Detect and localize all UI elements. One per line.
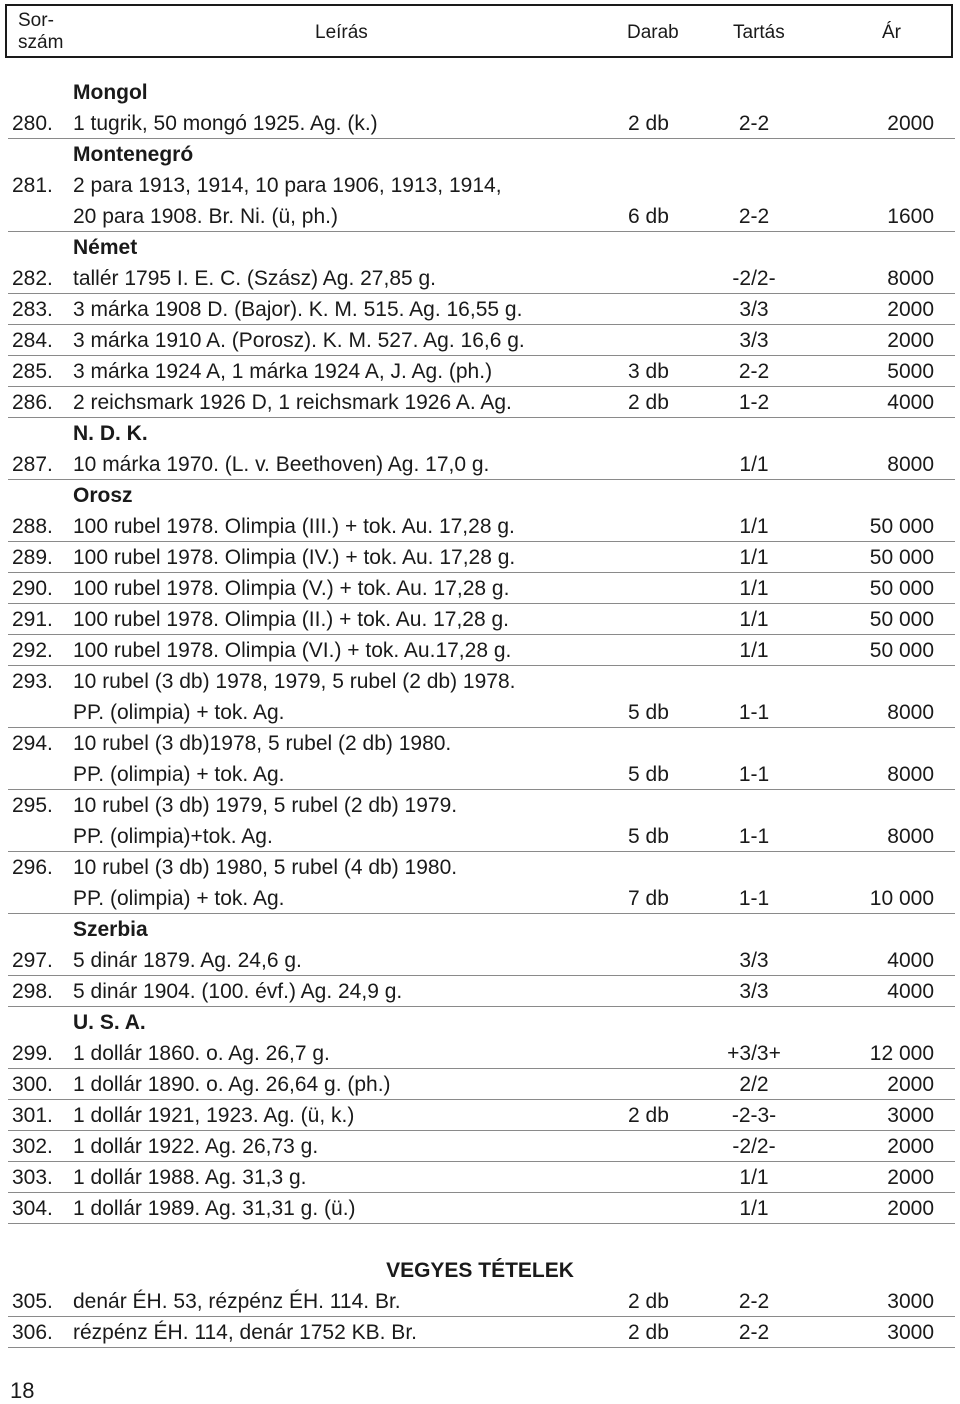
item-price: 5000 bbox=[887, 360, 934, 383]
item-price: 2000 bbox=[887, 329, 934, 352]
item-description: 1 dollár 1890. o. Ag. 26,64 g. (ph.) bbox=[73, 1073, 391, 1096]
item-grade: 3/3 bbox=[739, 298, 769, 321]
section-heading: Szerbia bbox=[73, 918, 148, 941]
table-row bbox=[0, 1131, 960, 1162]
item-description: 5 dinár 1904. (100. évf.) Ag. 24,9 g. bbox=[73, 980, 403, 1003]
table-row bbox=[0, 1162, 960, 1193]
table-row bbox=[0, 821, 960, 852]
section-heading-row bbox=[0, 1007, 960, 1038]
item-quantity: 2 db bbox=[628, 1290, 669, 1313]
table-row bbox=[0, 325, 960, 356]
header-number-line2: szám bbox=[18, 32, 64, 53]
item-description: 2 reichsmark 1926 D, 1 reichsmark 1926 A. Ag. bbox=[73, 391, 512, 414]
item-grade: 1/1 bbox=[739, 515, 769, 538]
lot-number: 294. bbox=[12, 732, 53, 755]
lot-number: 303. bbox=[12, 1166, 53, 1189]
item-grade: 2-2 bbox=[738, 112, 770, 135]
lot-number: 284. bbox=[12, 329, 53, 352]
section-heading: Montenegró bbox=[73, 143, 194, 166]
item-quantity: 5 db bbox=[628, 701, 669, 724]
lot-number: 288. bbox=[12, 515, 53, 538]
item-price: 2000 bbox=[887, 1197, 934, 1220]
table-row bbox=[0, 945, 960, 976]
header-description: Leírás bbox=[315, 22, 368, 43]
lot-number: 305. bbox=[12, 1290, 53, 1313]
lot-number: 302. bbox=[12, 1135, 53, 1158]
item-price: 8000 bbox=[887, 453, 934, 476]
lot-number: 304. bbox=[12, 1197, 53, 1220]
page-number: 18 bbox=[10, 1378, 35, 1403]
item-grade: 1/1 bbox=[739, 608, 769, 631]
item-price: 2000 bbox=[887, 1135, 934, 1158]
item-description: 2 para 1913, 1914, 10 para 1906, 1913, 1914, bbox=[73, 174, 502, 197]
header-number-line1: Sor- bbox=[18, 10, 54, 31]
table-row bbox=[0, 1286, 960, 1317]
item-grade: 1/1 bbox=[739, 1166, 769, 1189]
lot-number: 300. bbox=[12, 1073, 53, 1096]
item-price: 2000 bbox=[887, 298, 934, 321]
item-price: 3000 bbox=[887, 1290, 934, 1313]
item-price: 50 000 bbox=[869, 577, 934, 600]
item-price: 12 000 bbox=[869, 1042, 934, 1065]
item-description: 100 rubel 1978. Olimpia (V.) + tok. Au. 17,28 g. bbox=[73, 577, 510, 600]
item-price: 3000 bbox=[887, 1321, 934, 1344]
item-description: 5 dinár 1879. Ag. 24,6 g. bbox=[73, 949, 302, 972]
item-price: 2000 bbox=[887, 112, 934, 135]
item-description: PP. (olimpia) + tok. Ag. bbox=[73, 763, 285, 786]
item-grade: 1-1 bbox=[738, 763, 770, 786]
item-price: 8000 bbox=[887, 267, 934, 290]
lot-number: 289. bbox=[12, 546, 53, 569]
item-grade: 1-2 bbox=[738, 391, 770, 414]
section-heading-row bbox=[0, 914, 960, 945]
table-row bbox=[0, 449, 960, 480]
table-row bbox=[0, 294, 960, 325]
table-row bbox=[0, 976, 960, 1007]
item-description: 100 rubel 1978. Olimpia (II.) + tok. Au. 17,28 g. bbox=[73, 608, 510, 631]
item-price: 4000 bbox=[887, 391, 934, 414]
header-price: Ár bbox=[882, 22, 901, 43]
item-grade: 1-1 bbox=[738, 887, 770, 910]
lot-number: 286. bbox=[12, 391, 53, 414]
item-price: 2000 bbox=[887, 1166, 934, 1189]
section-heading: N. D. K. bbox=[73, 422, 148, 445]
table-row bbox=[0, 263, 960, 294]
item-price: 50 000 bbox=[869, 515, 934, 538]
table-row bbox=[0, 728, 960, 759]
item-price: 4000 bbox=[887, 980, 934, 1003]
table-row bbox=[0, 852, 960, 883]
table-row bbox=[0, 635, 960, 666]
lot-number: 287. bbox=[12, 453, 53, 476]
catalog-table bbox=[0, 77, 960, 1348]
section-heading-row bbox=[0, 139, 960, 170]
item-grade: -2/2- bbox=[732, 1135, 776, 1158]
table-row bbox=[0, 387, 960, 418]
section-heading-row bbox=[0, 232, 960, 263]
item-description: PP. (olimpia) + tok. Ag. bbox=[73, 701, 285, 724]
table-row bbox=[0, 883, 960, 914]
item-description: 1 dollár 1988. Ag. 31,3 g. bbox=[73, 1166, 307, 1189]
item-price: 50 000 bbox=[869, 608, 934, 631]
item-grade: 3/3 bbox=[739, 329, 769, 352]
item-price: 8000 bbox=[887, 825, 934, 848]
item-grade: 3/3 bbox=[739, 949, 769, 972]
item-quantity: 3 db bbox=[628, 360, 669, 383]
item-grade: 1/1 bbox=[739, 577, 769, 600]
item-description: 100 rubel 1978. Olimpia (VI.) + tok. Au.17,28 g. bbox=[73, 639, 512, 662]
item-quantity: 2 db bbox=[628, 391, 669, 414]
item-grade: -2/2- bbox=[732, 267, 776, 290]
item-grade: -2-3- bbox=[731, 1104, 777, 1127]
table-header bbox=[5, 4, 953, 58]
item-price: 50 000 bbox=[869, 546, 934, 569]
item-description: 1 dollár 1989. Ag. 31,31 g. (ü.) bbox=[73, 1197, 356, 1220]
item-grade: 2-2 bbox=[738, 1321, 770, 1344]
table-row bbox=[0, 790, 960, 821]
item-quantity: 2 db bbox=[628, 1104, 669, 1127]
table-row bbox=[0, 1038, 960, 1069]
item-quantity: 5 db bbox=[628, 825, 669, 848]
item-price: 50 000 bbox=[869, 639, 934, 662]
section-heading-row bbox=[0, 77, 960, 108]
item-description: 10 rubel (3 db) 1978, 1979, 5 rubel (2 db) 1978. bbox=[73, 670, 516, 693]
lot-number: 285. bbox=[12, 360, 53, 383]
item-description: rézpénz ÉH. 114, denár 1752 KB. Br. bbox=[73, 1321, 417, 1344]
item-grade: +3/3+ bbox=[727, 1042, 781, 1065]
item-description: denár ÉH. 53, rézpénz ÉH. 114. Br. bbox=[73, 1290, 401, 1313]
item-quantity: 5 db bbox=[628, 763, 669, 786]
group-heading-row bbox=[0, 1255, 960, 1286]
item-description: 1 dollár 1860. o. Ag. 26,7 g. bbox=[73, 1042, 330, 1065]
lot-number: 296. bbox=[12, 856, 53, 879]
section-heading: Orosz bbox=[73, 484, 133, 507]
item-grade: 1/1 bbox=[739, 639, 769, 662]
section-heading: Mongol bbox=[73, 81, 148, 104]
item-price: 1600 bbox=[887, 205, 934, 228]
item-description: 100 rubel 1978. Olimpia (III.) + tok. Au. 17,28 g. bbox=[73, 515, 515, 538]
item-grade: 2-2 bbox=[738, 205, 770, 228]
table-row bbox=[0, 201, 960, 232]
lot-number: 299. bbox=[12, 1042, 53, 1065]
item-description: 1 dollár 1921, 1923. Ag. (ü, k.) bbox=[73, 1104, 355, 1127]
item-description: 20 para 1908. Br. Ni. (ü, ph.) bbox=[73, 205, 338, 228]
item-price: 8000 bbox=[887, 701, 934, 724]
spacer-row bbox=[0, 1224, 960, 1255]
table-row bbox=[0, 1069, 960, 1100]
section-heading-row bbox=[0, 418, 960, 449]
item-price: 8000 bbox=[887, 763, 934, 786]
item-description: PP. (olimpia) + tok. Ag. bbox=[73, 887, 285, 910]
lot-number: 281. bbox=[12, 174, 53, 197]
item-description: 3 márka 1908 D. (Bajor). K. M. 515. Ag. 16,55 g. bbox=[73, 298, 523, 321]
table-row bbox=[0, 759, 960, 790]
item-grade: 2-2 bbox=[738, 1290, 770, 1313]
item-description: 10 rubel (3 db) 1980, 5 rubel (4 db) 1980. bbox=[73, 856, 458, 879]
table-row bbox=[0, 170, 960, 201]
lot-number: 280. bbox=[12, 112, 53, 135]
item-description: PP. (olimpia)+tok. Ag. bbox=[73, 825, 273, 848]
item-price: 4000 bbox=[887, 949, 934, 972]
table-row bbox=[0, 108, 960, 139]
table-row bbox=[0, 356, 960, 387]
table-row bbox=[0, 604, 960, 635]
lot-number: 298. bbox=[12, 980, 53, 1003]
item-grade: 2/2 bbox=[739, 1073, 769, 1096]
item-description: 1 dollár 1922. Ag. 26,73 g. bbox=[73, 1135, 319, 1158]
lot-number: 295. bbox=[12, 794, 53, 817]
item-grade: 1/1 bbox=[739, 546, 769, 569]
item-grade: 3/3 bbox=[739, 980, 769, 1003]
item-grade: 1-1 bbox=[738, 701, 770, 724]
lot-number: 306. bbox=[12, 1321, 53, 1344]
section-heading-row bbox=[0, 480, 960, 511]
lot-number: 290. bbox=[12, 577, 53, 600]
table-row bbox=[0, 573, 960, 604]
section-heading: Német bbox=[73, 236, 138, 259]
header-number bbox=[18, 10, 78, 54]
item-grade: 1/1 bbox=[739, 1197, 769, 1220]
item-quantity: 7 db bbox=[628, 887, 669, 910]
header-quantity: Darab bbox=[627, 22, 679, 43]
lot-number: 301. bbox=[12, 1104, 53, 1127]
item-quantity: 2 db bbox=[628, 112, 669, 135]
table-row bbox=[0, 542, 960, 573]
lot-number: 293. bbox=[12, 670, 53, 693]
item-description: 1 tugrik, 50 mongó 1925. Ag. (k.) bbox=[73, 112, 378, 135]
lot-number: 282. bbox=[12, 267, 53, 290]
lot-number: 292. bbox=[12, 639, 53, 662]
item-quantity: 2 db bbox=[628, 1321, 669, 1344]
item-description: 3 márka 1910 A. (Porosz). K. M. 527. Ag. 16,6 g. bbox=[73, 329, 525, 352]
item-description: 100 rubel 1978. Olimpia (IV.) + tok. Au. 17,28 g. bbox=[73, 546, 516, 569]
item-grade: 1/1 bbox=[739, 453, 769, 476]
item-description: tallér 1795 I. E. C. (Szász) Ag. 27,85 g. bbox=[73, 267, 437, 290]
table-row bbox=[0, 1100, 960, 1131]
item-description: 10 rubel (3 db)1978, 5 rubel (2 db) 1980. bbox=[73, 732, 452, 755]
table-row bbox=[0, 666, 960, 697]
section-heading: U. S. A. bbox=[73, 1011, 146, 1034]
item-price: 2000 bbox=[887, 1073, 934, 1096]
item-description: 3 márka 1924 A, 1 márka 1924 A, J. Ag. (ph.) bbox=[73, 360, 493, 383]
header-grade: Tartás bbox=[733, 22, 785, 43]
item-grade: 1-1 bbox=[738, 825, 770, 848]
item-description: 10 rubel (3 db) 1979, 5 rubel (2 db) 1979. bbox=[73, 794, 458, 817]
item-price: 10 000 bbox=[869, 887, 934, 910]
lot-number: 283. bbox=[12, 298, 53, 321]
table-row bbox=[0, 511, 960, 542]
table-row bbox=[0, 1193, 960, 1224]
item-description: 10 márka 1970. (L. v. Beethoven) Ag. 17,0 g. bbox=[73, 453, 490, 476]
table-row bbox=[0, 697, 960, 728]
item-quantity: 6 db bbox=[628, 205, 669, 228]
group-heading: VEGYES TÉTELEK bbox=[386, 1259, 574, 1282]
item-price: 3000 bbox=[887, 1104, 934, 1127]
item-grade: 2-2 bbox=[738, 360, 770, 383]
lot-number: 297. bbox=[12, 949, 53, 972]
table-row bbox=[0, 1317, 960, 1348]
lot-number: 291. bbox=[12, 608, 53, 631]
